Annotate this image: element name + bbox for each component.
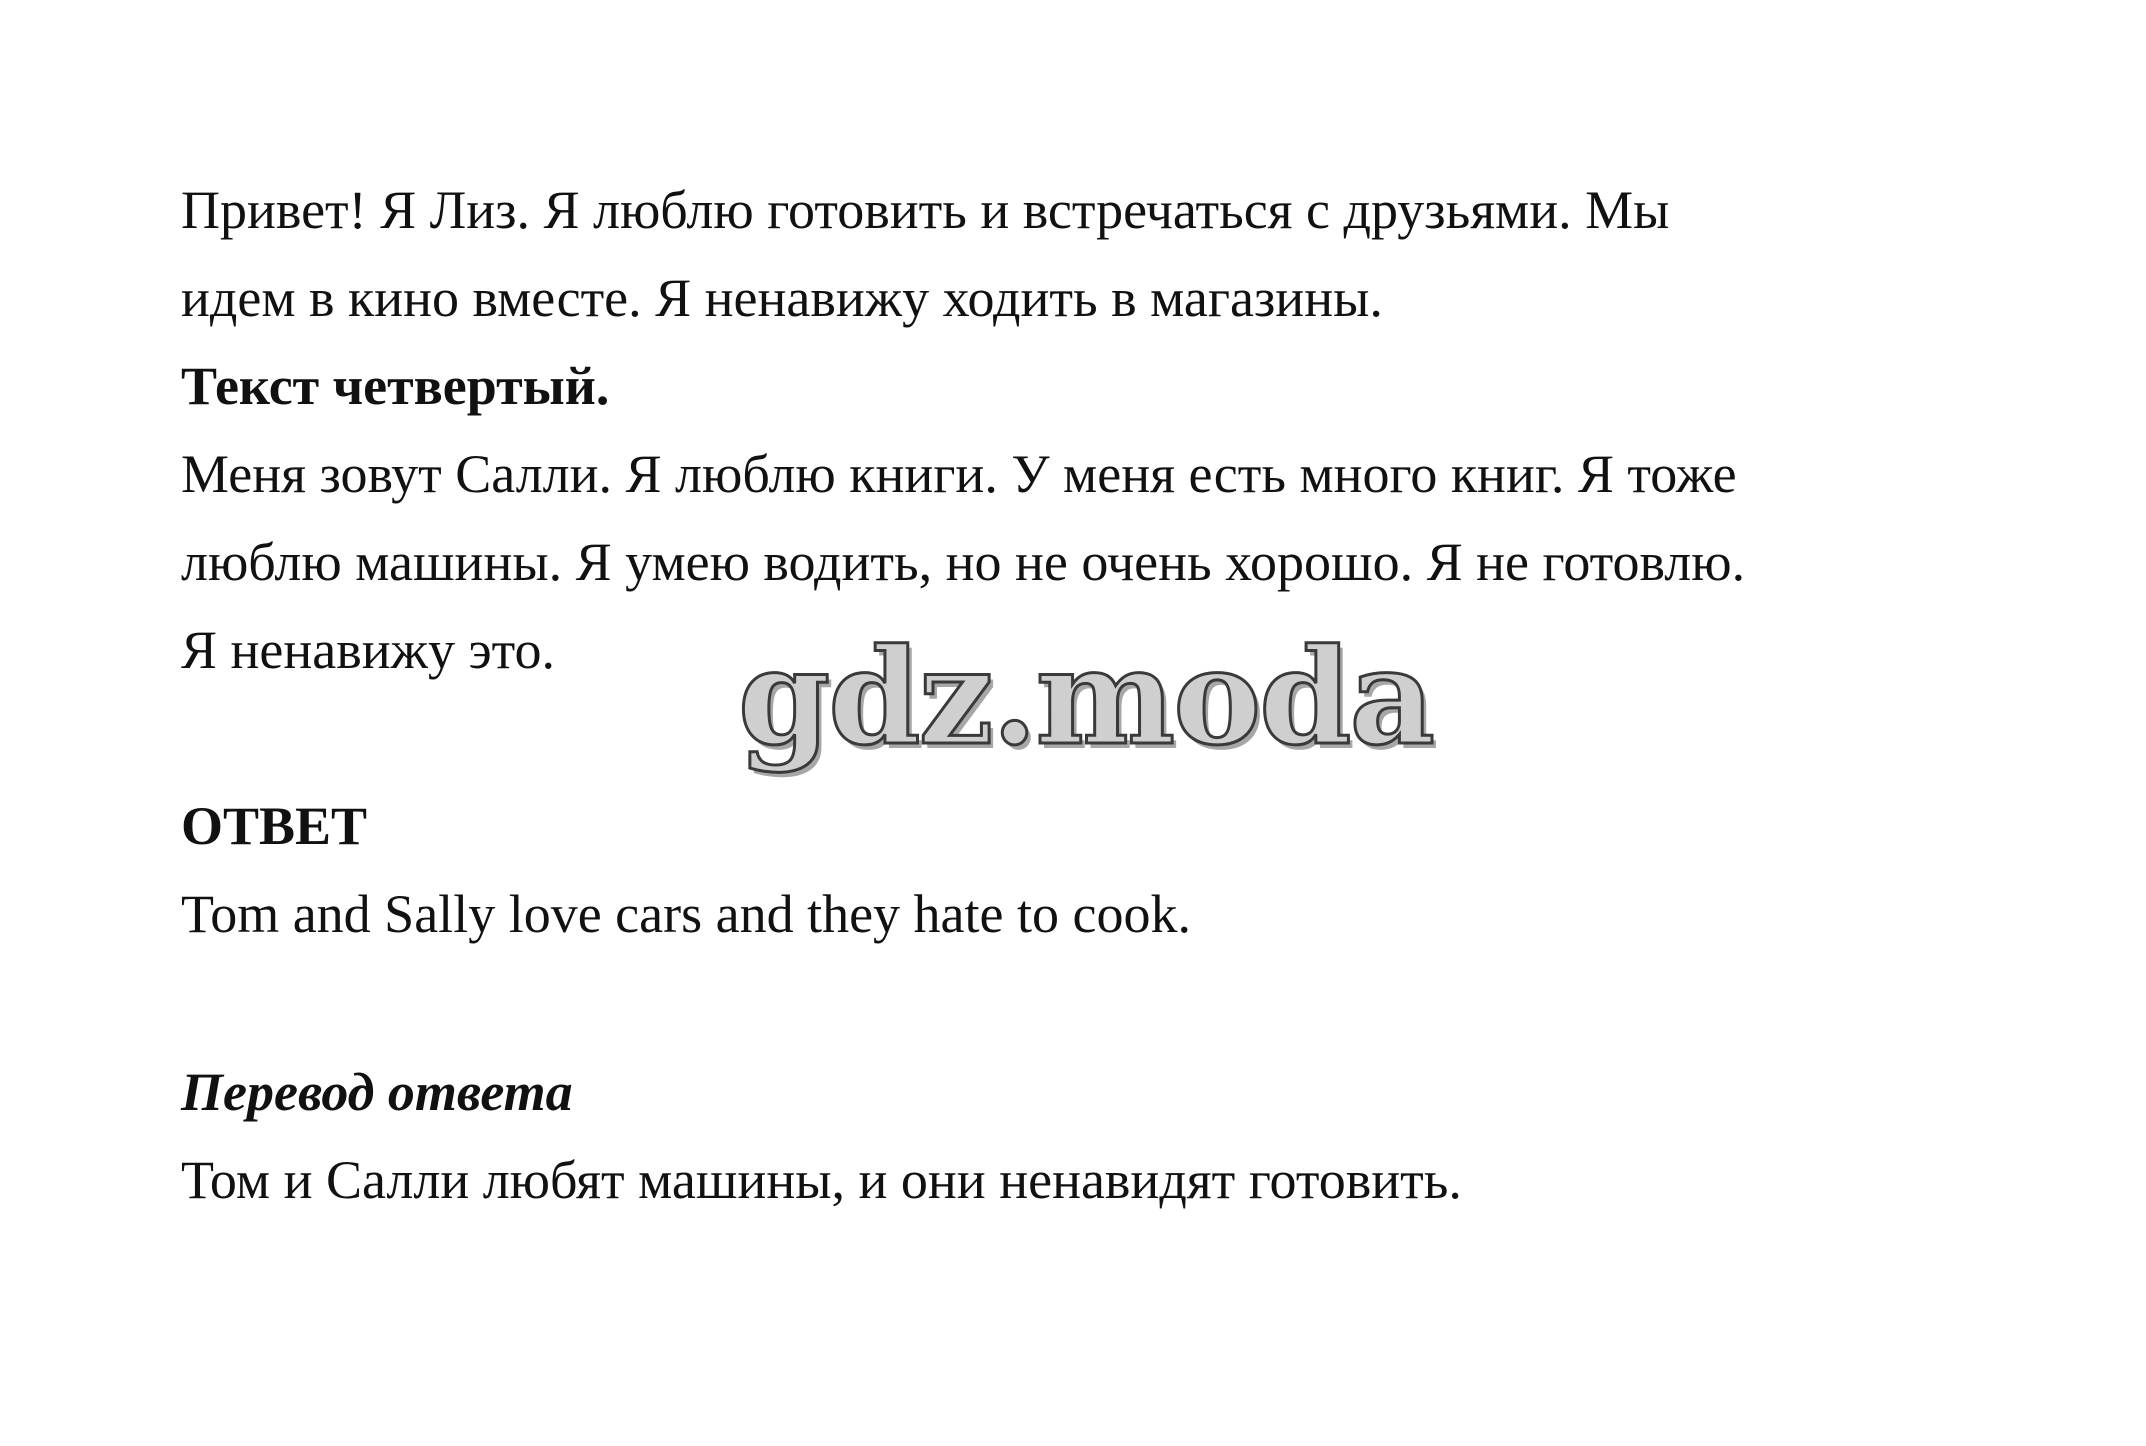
text-line: Меня зовут Салли. Я люблю книги. У меня есть много книг. Я тоже <box>181 444 1737 504</box>
watermark-logo: gdz.moda <box>738 620 1434 775</box>
answer-heading: ОТВЕТ <box>181 796 368 856</box>
text-line: Привет! Я Лиз. Я люблю готовить и встречаться с друзьями. Мы <box>181 180 1670 240</box>
translation-heading: Перевод ответа <box>181 1062 573 1122</box>
answer-text: Tom and Sally love cars and they hate to cook. <box>181 884 1191 944</box>
translation-text: Том и Салли любят машины, и они ненавидят готовить. <box>181 1150 1462 1210</box>
section-heading: Текст четвертый. <box>181 356 610 416</box>
text-line: Я ненавижу это. <box>181 620 556 680</box>
text-line: люблю машины. Я умею водить, но не очень хорошо. Я не готовлю. <box>181 532 1746 592</box>
text-line: идем в кино вместе. Я ненавижу ходить в магазины. <box>181 268 1383 328</box>
